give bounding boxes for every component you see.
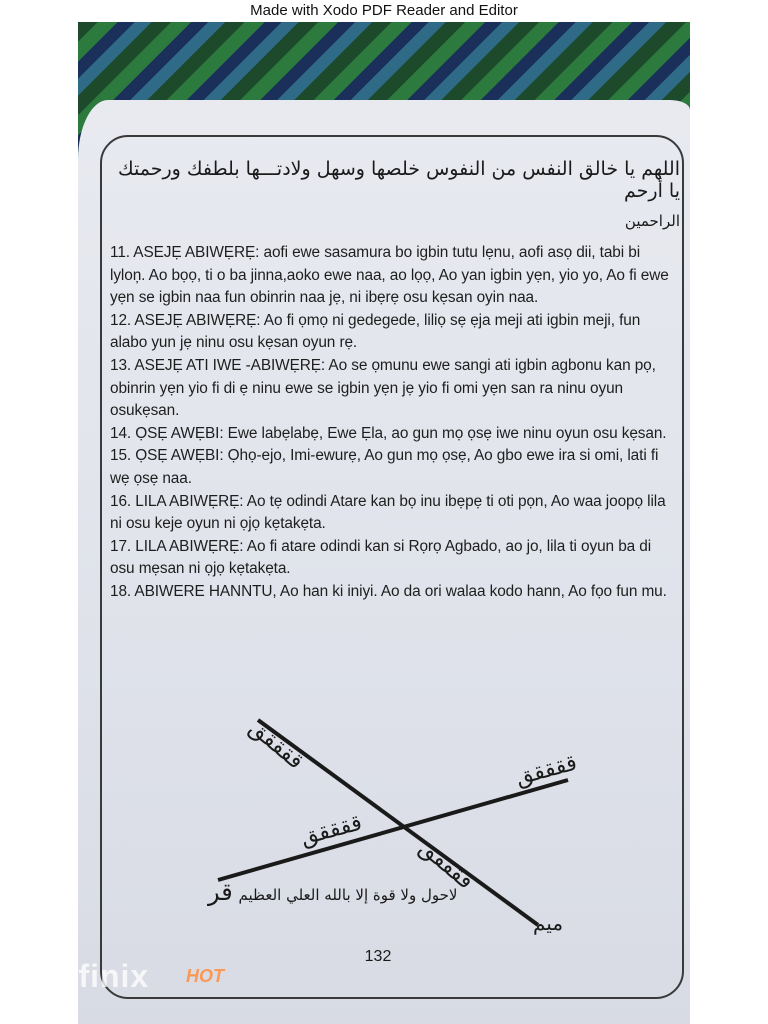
page-number: 132 — [364, 948, 392, 965]
paragraph-16: 16. LILA ABIWẸRẸ: Ao tẹ odindi Atare kan bọ inu ibẹpẹ ti oti pọn, Ao waa joopọ lila ni osu keje oyun ni ọjọ kẹtakẹta. — [110, 492, 666, 533]
paragraph-11: 11. ASEJẸ ABIWẸRẸ: aofi ewe sasamura bo igbin tutu lẹnu, aofi asọ dii, tabi bi lyloņ. Ao bọọ, ti o ba jinna,aoko ewe naa, ao lọọ, Ao yan igbin yẹn, yio yo, Ao fi ewe yẹn se igbin naa fun obinrin naa jẹ, ni ibẹrẹ osu kẹsan oyin naa. — [110, 244, 669, 307]
glyph-middle-left: ققققق — [298, 810, 365, 851]
app-banner: Made with Xodo PDF Reader and Editor — [250, 2, 518, 19]
footer-arabic-phrase: لاحول ولا قوة إلا بالله العلي العظيم — [238, 886, 458, 904]
phone-watermark-brand: Infinix — [48, 958, 150, 994]
glyph-bottom-end: ميم — [533, 911, 564, 935]
arabic-heading-line-1: اللهم يا خالق النفس من النفوس خلصها وسهل ولادتـــها بلطفك ورحمتك يا أرحم — [117, 158, 680, 202]
paragraph-13: 13. ASEJẸ ATI IWE -ABIWẸRẸ: Ao se ọmunu ewe sangi ati igbin agbonu kan pọ, obinrin yẹn yio fi di ẹ ninu ewe se igbin yẹn jẹ yio fi omi yẹn san ra ninu oyun osukẹsan. — [110, 356, 656, 420]
glyph-left-end: قر — [208, 878, 233, 906]
arabic-heading-line-2: الراحمين — [624, 212, 680, 230]
paragraph-12: 12. ASEJẸ ABIWẸRẸ: Ao fi ọmọ ni gedegede, liliọ sẹ ẹja meji ati igbin meji, fun alabo yun jẹ ninu osu kẹsan oyun rẹ. — [110, 311, 641, 352]
book-photo — [78, 22, 690, 1024]
paragraph-15: 15. ỌSẸ AWẸBI: Ọhọ-ejo, Imi-ewurẹ, Ao gun mọ ọsẹ, Ao gbo ewe ira si omi, lati fi wẹ ọsẹ naa. — [110, 447, 659, 487]
paragraph-14: 14. ỌSẸ AWẸBI: Ewe labẹlabẹ, Ewe Ẹla, ao gun mọ ọsẹ iwe ninu oyun osu kẹsan. — [110, 424, 667, 442]
recipe-text — [110, 242, 675, 604]
book-page — [78, 100, 690, 1024]
glyph-top-left: ققققق — [244, 715, 308, 775]
paragraph-17: 17. LILA ABIWẸRẸ: Ao fi atare odindi kan si Rọrọ Agbado, ao jo, lila ti oyun ba di osu mẹsan ni ọjọ kẹtakẹta. — [110, 537, 652, 578]
paragraph-18: 18. ABIWERE HANNTU, Ao han ki iniyi. Ao da ori walaa kodo hann, Ao fọo fun mu. — [110, 582, 667, 600]
glyph-right-end: ققققق — [513, 750, 580, 791]
glyph-middle-right: ققققق — [414, 835, 478, 895]
phone-watermark-badge: HOT — [186, 966, 224, 986]
talisman-diagram — [188, 700, 608, 940]
diagonal-line-2 — [218, 780, 568, 880]
